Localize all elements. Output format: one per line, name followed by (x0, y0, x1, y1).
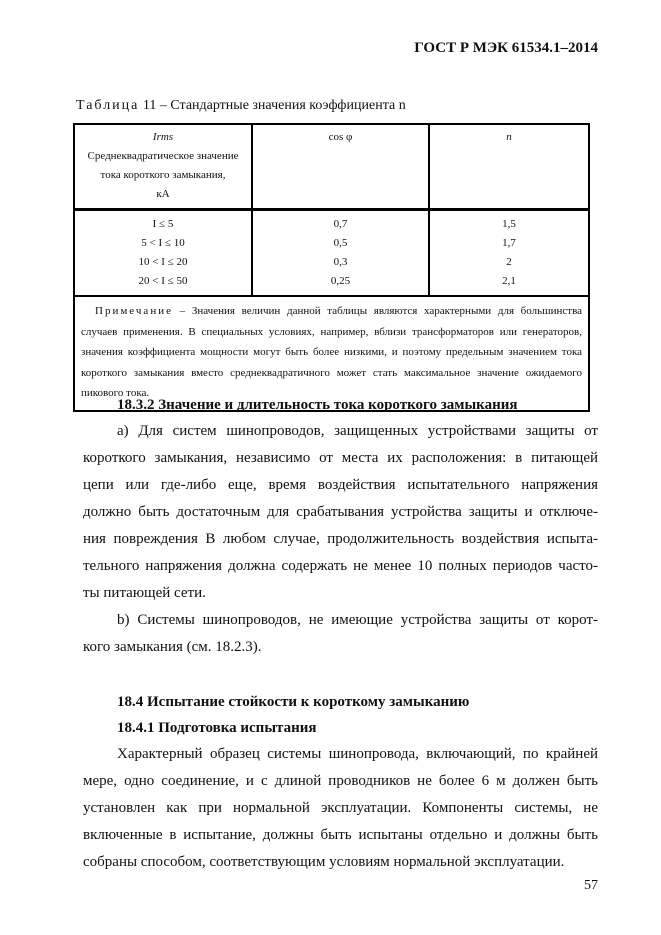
text-line: 5 < I ≤ 10 (141, 237, 185, 249)
coefficient-table (73, 123, 590, 412)
text-line: 1,5 (502, 218, 516, 230)
text-line: должно быть достаточным для срабатывания устройства защиты и отключе- (83, 504, 598, 520)
text-line: 0,7 (333, 218, 348, 230)
text-line: установлен как при нормальной эксплуатации. Компоненты системы, не (83, 800, 598, 816)
text-line: кого замыкания (см. 18.2.3). (83, 639, 262, 655)
text-line: тока короткого замыкания, (100, 169, 226, 181)
section-heading: 18.3.2 Значение и длительность тока короткого замыкания (117, 397, 518, 413)
page-number: 57 (584, 878, 598, 893)
text-line: 2,1 (502, 275, 516, 287)
text-line: включенные в испытание, должны быть испытаны отдельно и должны быть (83, 827, 598, 843)
text-line: ты питающей сети. (83, 585, 206, 601)
text-line: а) Для систем шинопроводов, защищенных устройствами защиты от (117, 423, 598, 439)
text-line: 0,5 (333, 237, 348, 249)
text-line: Примечание (95, 305, 173, 317)
table-caption (76, 98, 406, 114)
text-line: цепи или где-либо еще, время воздействия испытательного напряжения (83, 477, 598, 493)
text-line: 0,25 (330, 275, 351, 287)
text-line: 11 – Стандартные значения коэффициента n (139, 98, 406, 113)
header-current (74, 124, 252, 210)
cos-phi-values (252, 210, 429, 297)
text-line: b) Системы шинопроводов, не имеющие устройства защиты от корот- (117, 612, 598, 628)
current-ranges (74, 210, 252, 297)
standard-header: ГОСТ Р МЭК 61534.1–2014 (414, 40, 598, 56)
table-data-row (74, 210, 589, 297)
text-line: ния повреждения В любом случае, продолжительность воздействия испыта- (83, 531, 598, 547)
header-n (429, 124, 589, 210)
text-line: Характерный образец системы шинопровода, включающий, по крайней (117, 746, 598, 762)
n-values (429, 210, 589, 297)
text-line: Среднеквадратическое значение (87, 150, 239, 162)
table-header-row (74, 124, 589, 210)
text-line: I ≤ 5 (152, 218, 174, 230)
text-line: – Значения величин данной таблицы являются характерными для большинства случаев применения. В специальных условиях, например, вблизи трансформаторов или генераторов, значения коэффициента мощности могут быть более низкими, и поэтому предельным значением тока короткого замыкания вместо среднеквадратичного может стать максимальное значение ожидаемого пикового тока. (81, 305, 582, 399)
header-cos-phi (252, 124, 429, 210)
text-line: мере, одно соединение, и с длиной проводников не более 6 м должен быть (83, 773, 598, 789)
text-line: кА (156, 188, 170, 200)
text-line: 20 < I ≤ 50 (138, 275, 188, 287)
text-line: n (506, 131, 512, 143)
section-heading: 18.4 Испытание стойкости к короткому замыканию (117, 694, 470, 710)
text-line: Irms (152, 131, 174, 143)
text-line: тельного напряжения должна содержать не менее 10 полных периодов часто- (83, 558, 598, 574)
subsection-heading: 18.4.1 Подготовка испытания (117, 720, 317, 736)
text-line: Таблица (76, 98, 140, 113)
section-18-4 (83, 689, 598, 876)
text-line: 2 (506, 256, 512, 268)
text-line: cos φ (328, 131, 353, 143)
text-line: 10 < I ≤ 20 (138, 256, 188, 268)
text-line: короткого замыкания, независимо от места их расположения: в питающей (83, 450, 598, 466)
section-18-3-2 (83, 392, 598, 661)
text-line: 0,3 (333, 256, 348, 268)
text-line: собраны способом, соответствующим условиям нормальной эксплуатации. (83, 854, 565, 870)
text-line: 1,7 (502, 237, 516, 249)
